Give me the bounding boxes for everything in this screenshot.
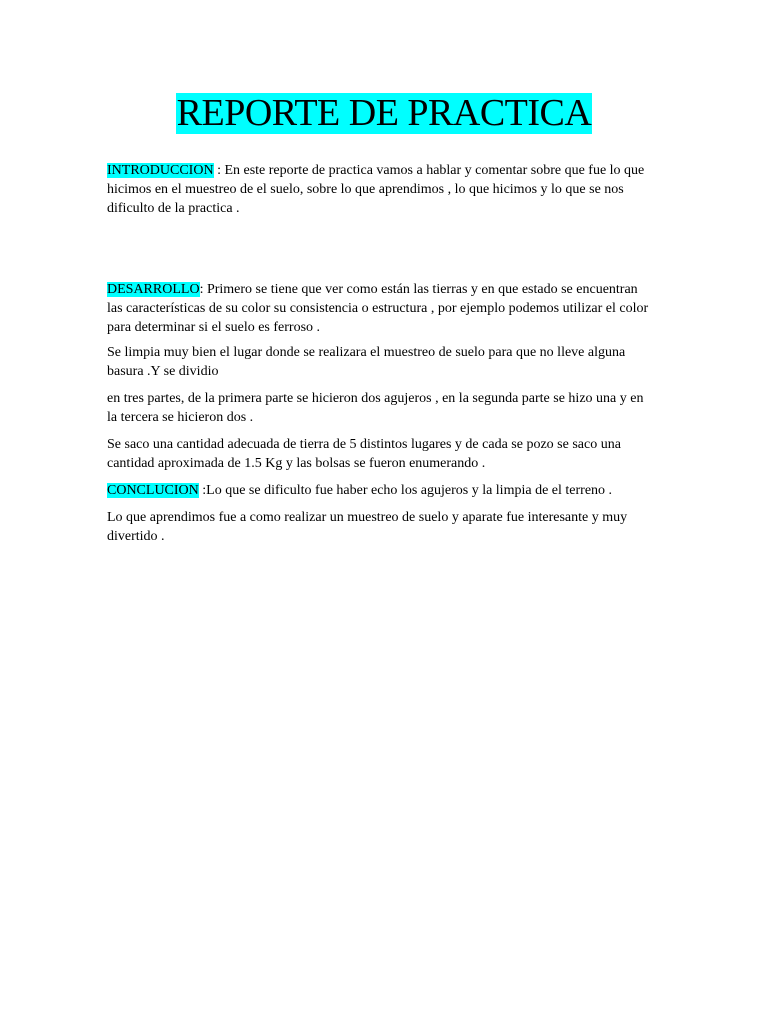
section-label-desarrollo: DESARROLLO [107, 282, 200, 297]
paragraph-introduccion [107, 161, 655, 218]
paragraph-limpia [107, 343, 655, 381]
paragraph-saco [107, 435, 655, 473]
paragraph-conclucion [107, 481, 655, 500]
paragraph-desarrollo [107, 280, 655, 337]
section-label-conclucion: CONCLUCION [107, 483, 199, 498]
paragraph-text-saco: Se saco una cantidad adecuada de tierra de 5 distintos lugares y de cada se pozo se saco una cantidad aproximada de 1.5 Kg y las bolsas se fueron enumerando . [107, 437, 621, 471]
paragraph-tres-partes [107, 389, 655, 427]
document-title: REPORTE DE PRACTICA [176, 92, 592, 134]
paragraph-text-limpia: Se limpia muy bien el lugar donde se realizara el muestreo de suelo para que no lleve alguna basura .Y se dividio [107, 345, 626, 379]
section-label-introduccion: INTRODUCCION [107, 163, 214, 178]
title-container [0, 93, 768, 134]
paragraph-text-conclucion: :Lo que se dificulto fue haber echo los agujeros y la limpia de el terreno . [198, 483, 613, 498]
paragraph-aprendimos [107, 508, 655, 546]
paragraph-text-aprendimos: Lo que aprendimos fue a como realizar un muestreo de suelo y aparate fue interesante y muy divertido . [107, 510, 628, 544]
paragraph-text-introduccion: : En este reporte de practica vamos a hablar y comentar sobre que fue lo que hicimos en el muestreo de el suelo, sobre lo que aprendimos , lo que hicimos y lo que se nos dificulto de la practica . [107, 163, 645, 216]
paragraph-text-desarrollo: : Primero se tiene que ver como están las tierras y en que estado se encuentran las características de su color su consistencia o estructura , por ejemplo podemos utilizar el color para determinar si el suelo es ferroso . [107, 282, 649, 335]
paragraph-text-tres-partes: en tres partes, de la primera parte se hicieron dos agujeros , en la segunda parte se hizo una y en la tercera se hicieron dos . [107, 391, 644, 425]
